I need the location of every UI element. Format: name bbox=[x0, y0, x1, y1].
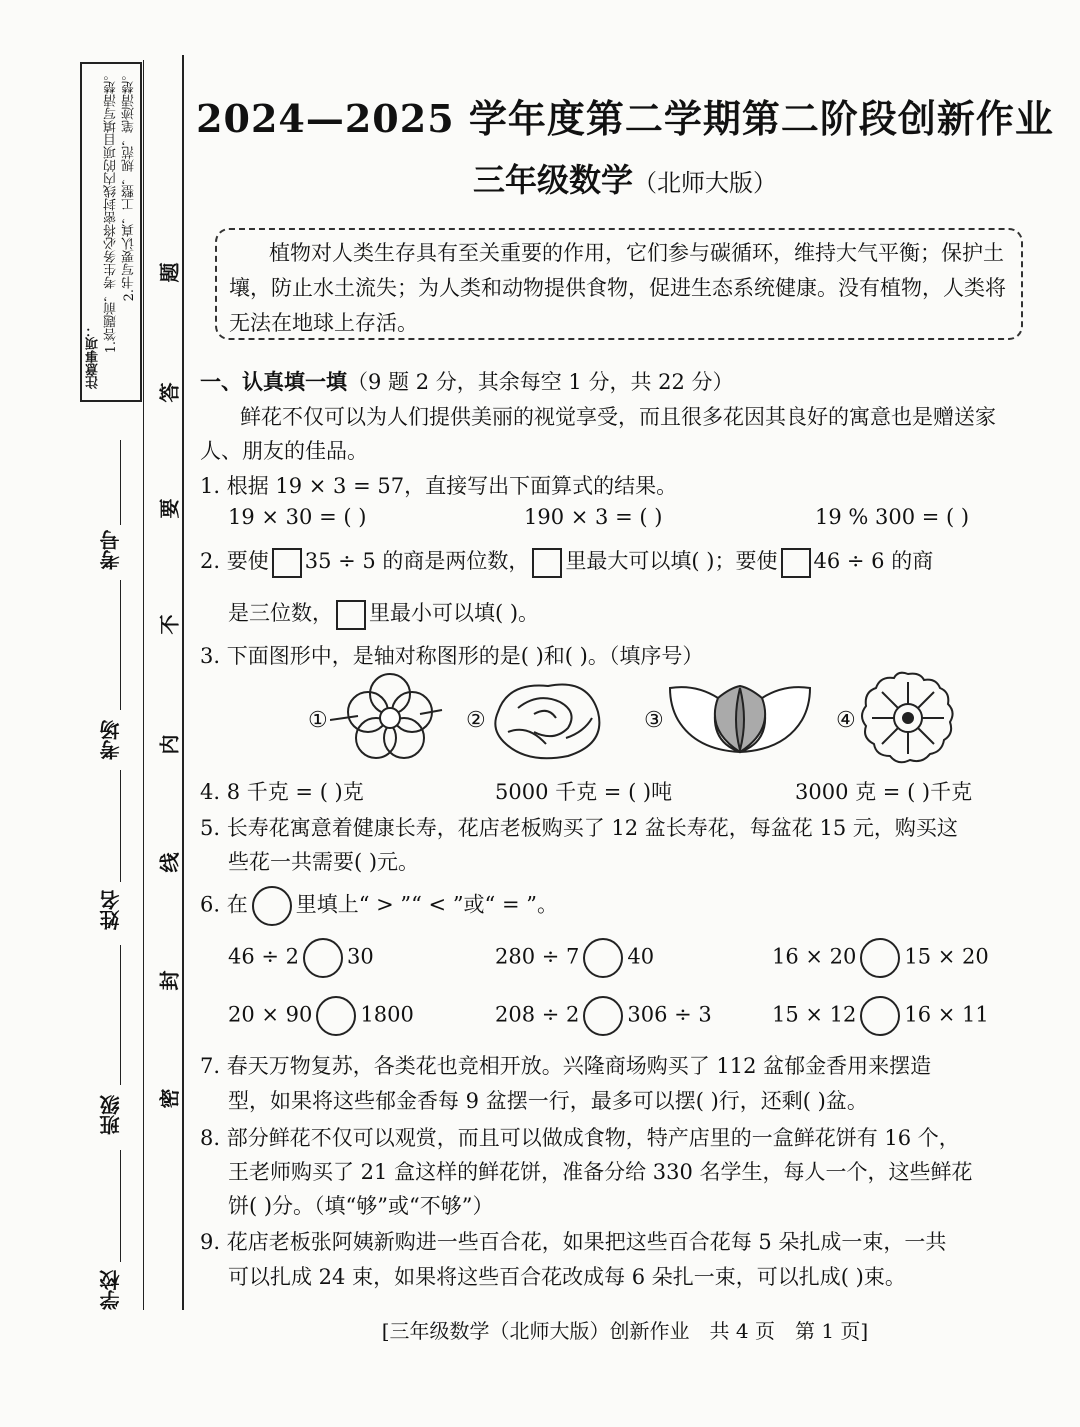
q6-part-1: 6. 在 bbox=[200, 892, 248, 917]
q6-item-4 bbox=[228, 996, 414, 1036]
q1-a[interactable]: 19 × 30 = ( ) bbox=[228, 505, 367, 529]
seal-char-4: 不 bbox=[157, 614, 182, 635]
q6-item-2-circle[interactable] bbox=[583, 938, 623, 978]
q6-item-5 bbox=[495, 996, 712, 1036]
q2-part-1: 2. 要使 bbox=[200, 549, 269, 573]
figure-4-label: ④ bbox=[836, 708, 856, 733]
q6-item-5-left: 208 ÷ 2 bbox=[495, 1002, 580, 1027]
q6-item-4-right: 1800 bbox=[360, 1002, 414, 1027]
q3-stem: 3. 下面图形中，是轴对称图形的是( )和( )。（填序号） bbox=[200, 644, 704, 668]
field-exam-number-line[interactable] bbox=[120, 440, 121, 525]
q6-item-2-right: 40 bbox=[627, 944, 655, 969]
subject-label: 三年级数学 bbox=[472, 161, 633, 199]
q4-c[interactable]: 3000 克 = ( )千克 bbox=[795, 780, 973, 804]
section-1-heading bbox=[200, 366, 734, 396]
page-title: 2024—2025 学年度第二学期第二阶段创新作业 bbox=[196, 96, 1054, 141]
q4-b[interactable]: 5000 千克 = ( )吨 bbox=[495, 780, 673, 804]
q5-line-2[interactable]: 些花一共需要( )元。 bbox=[228, 850, 420, 874]
notice-line-2: 2.书写要认真，工整，规范，笔迹清楚。 bbox=[122, 68, 137, 302]
q1-stem: 1. 根据 19 × 3 = 57，直接写出下面算式的结果。 bbox=[200, 474, 678, 498]
q5-line-1: 5. 长寿花寓意着健康长寿，花店老板购买了 12 盆长寿花，每盆花 15 元，购买这 bbox=[200, 816, 958, 840]
notice-title: 注意事项： bbox=[86, 324, 101, 389]
q2-box-4[interactable] bbox=[336, 600, 366, 630]
q6-item-3 bbox=[772, 938, 989, 978]
q6-item-2 bbox=[495, 938, 654, 978]
q6-item-1-circle[interactable] bbox=[303, 938, 343, 978]
q6-item-1 bbox=[228, 938, 374, 978]
intro-box: 植物对人类生存具有至关重要的作用，它们参与碳循环，维持大气平衡；保护土壤，防止水土流失；为人类和动物提供食物，促进生态系统健康。没有植物，人类将无法在地球上存活。 bbox=[215, 228, 1023, 340]
q6-item-6 bbox=[772, 996, 989, 1036]
q8-line-3[interactable]: 饼( )分。（填“够”或“不够”） bbox=[228, 1194, 494, 1218]
q6-item-5-right: 306 ÷ 3 bbox=[627, 1002, 712, 1027]
q9-line-2[interactable]: 可以扎成 24 束，如果将这些百合花改成每 6 朵扎一束，可以扎成( )束。 bbox=[228, 1265, 906, 1289]
q6-item-4-circle[interactable] bbox=[316, 996, 356, 1036]
page-footer: [三年级数学（北师大版）创新作业 共 4 页 第 1 页] bbox=[381, 1319, 869, 1343]
flower-five-petal-icon bbox=[330, 672, 470, 762]
field-school-line[interactable] bbox=[120, 1150, 121, 1262]
field-name-label: 姓名 bbox=[99, 890, 123, 930]
field-exam-number-label: 考号 bbox=[99, 530, 123, 570]
q6-item-2-left: 280 ÷ 7 bbox=[495, 944, 580, 969]
section-1-lead: 鲜花不仅可以为人们提供美丽的视觉享受，而且很多花因其良好的寓意也是赠送家人、朋友的佳品。 bbox=[200, 405, 996, 463]
section-1-score: （9 题 2 分，其余每空 1 分，共 22 分） bbox=[347, 370, 734, 394]
field-name-line[interactable] bbox=[120, 770, 121, 882]
seal-char-7: 封 bbox=[157, 970, 182, 991]
notice-line-1: 1.答题前，考生务必将密封线内的项目填写清楚。 bbox=[104, 68, 119, 354]
field-class-label: 班级 bbox=[99, 1095, 123, 1135]
q2-line-1 bbox=[200, 545, 933, 578]
figure-1-label: ① bbox=[308, 708, 328, 733]
q1-b[interactable]: 190 × 3 = ( ) bbox=[524, 505, 663, 529]
seal-char-2: 答 bbox=[157, 382, 182, 403]
q7-line-1: 7. 春天万物复苏，各类花也竞相开放。兴隆商场购买了 112 盆郁金香用来摆造 bbox=[200, 1054, 932, 1078]
q6-item-6-left: 15 × 12 bbox=[772, 1002, 857, 1027]
q6-item-6-circle[interactable] bbox=[860, 996, 900, 1036]
q1-c[interactable]: 19 % 300 = ( ) bbox=[815, 505, 970, 529]
field-exam-room-label: 考场 bbox=[99, 720, 123, 760]
figure-3-label: ③ bbox=[644, 708, 664, 733]
q6-item-3-left: 16 × 20 bbox=[772, 944, 857, 969]
round-flower-icon bbox=[858, 668, 958, 768]
q2-part-4: 46 ÷ 6 的商 bbox=[813, 549, 934, 573]
seal-char-3: 要 bbox=[157, 498, 182, 519]
q6-item-5-circle[interactable] bbox=[583, 996, 623, 1036]
section-1-title: 一、认真填一填 bbox=[200, 369, 347, 394]
q6-part-2: 里填上“ > ”“ < ”或“ = ”。 bbox=[295, 892, 558, 917]
figure-2-label: ② bbox=[466, 708, 486, 733]
q2-line-2 bbox=[228, 597, 539, 630]
binding-line-inner bbox=[182, 55, 184, 1310]
rose-icon bbox=[488, 672, 628, 762]
q4-a[interactable]: 4. 8 千克 = ( )克 bbox=[200, 780, 364, 804]
seal-char-1: 题 bbox=[157, 262, 182, 283]
field-class-line[interactable] bbox=[120, 945, 121, 1085]
q2-part-2: 35 ÷ 5 的商是两位数， bbox=[304, 549, 530, 573]
binding-line-outer bbox=[143, 60, 144, 1310]
q2-part-3: 里最大可以填( )；要使 bbox=[565, 549, 778, 573]
q6-circle-example bbox=[252, 886, 292, 926]
page-subtitle bbox=[190, 155, 1060, 201]
q6-item-3-circle[interactable] bbox=[860, 938, 900, 978]
q6-stem bbox=[200, 886, 558, 926]
seal-char-5: 内 bbox=[157, 734, 182, 755]
q6-item-1-left: 46 ÷ 2 bbox=[228, 944, 300, 969]
q8-line-1: 8. 部分鲜花不仅可以观赏，而且可以做成食物，特产店里的一盒鲜花饼有 16 个， bbox=[200, 1126, 960, 1150]
q2-part-6: 里最小可以填( )。 bbox=[369, 601, 540, 625]
q6-item-3-right: 15 × 20 bbox=[904, 944, 989, 969]
q6-item-6-right: 16 × 11 bbox=[904, 1002, 989, 1027]
seal-char-6: 线 bbox=[157, 852, 182, 873]
edition-label: （北师大版） bbox=[633, 169, 777, 197]
q6-item-4-left: 20 × 90 bbox=[228, 1002, 313, 1027]
seal-char-8: 密 bbox=[157, 1088, 182, 1109]
q2-box-1[interactable] bbox=[272, 548, 302, 578]
q9-line-1: 9. 花店老板张阿姨新购进一些百合花，如果把这些百合花每 5 朵扎成一束，一共 bbox=[200, 1230, 947, 1254]
q2-box-2[interactable] bbox=[532, 548, 562, 578]
notice-box bbox=[80, 62, 142, 402]
q7-line-2[interactable]: 型，如果将这些郁金香每 9 盆摆一行，最多可以摆( )行，还剩( )盆。 bbox=[228, 1089, 868, 1113]
q8-line-2: 王老师购买了 21 盒这样的鲜花饼，准备分给 330 名学生，每人一个，这些鲜花 bbox=[228, 1160, 973, 1184]
field-exam-room-line[interactable] bbox=[120, 580, 121, 710]
q2-box-3[interactable] bbox=[781, 548, 811, 578]
q2-part-5: 是三位数， bbox=[228, 601, 333, 625]
field-school-label: 学校 bbox=[99, 1270, 123, 1310]
lotus-icon bbox=[666, 680, 816, 760]
q6-item-1-right: 30 bbox=[347, 944, 374, 969]
